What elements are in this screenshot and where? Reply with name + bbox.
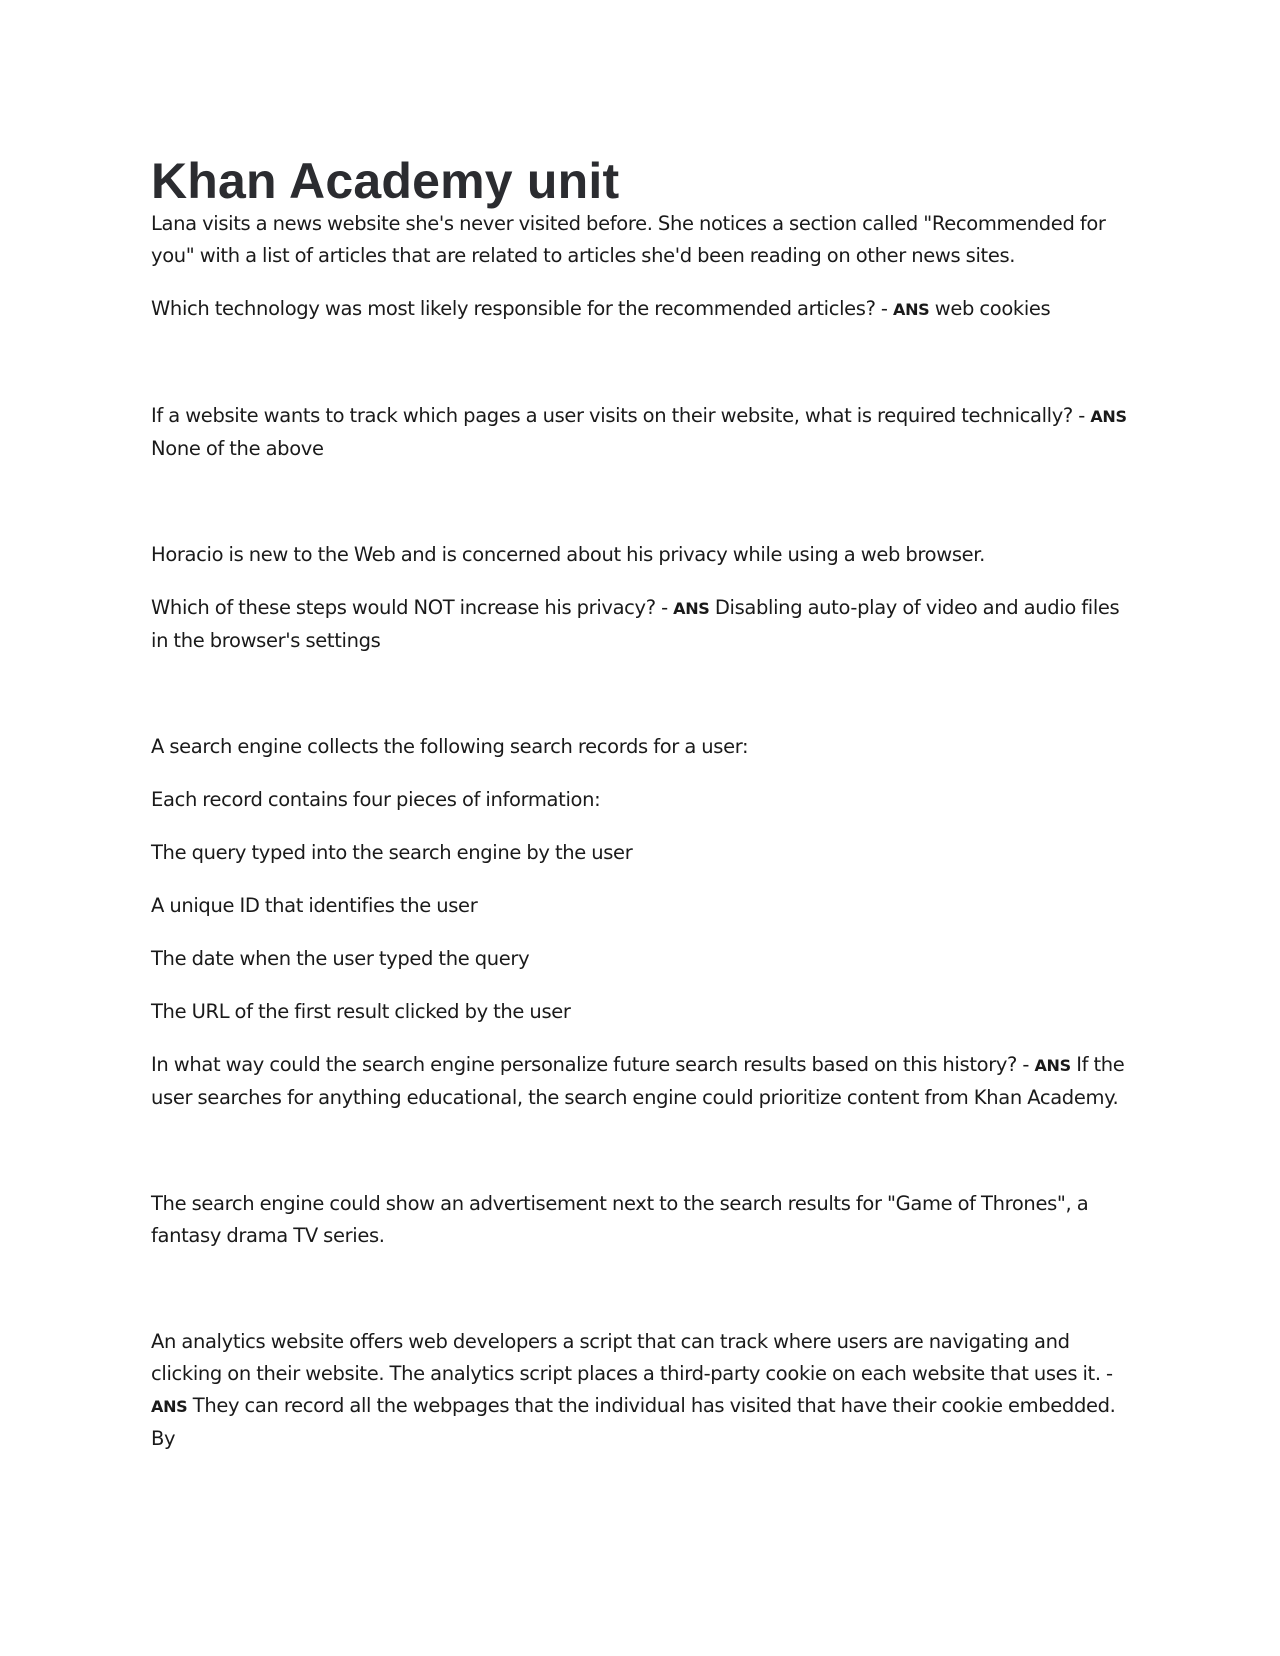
ans-label: ANS	[892, 300, 930, 319]
q6-question-answer	[151, 1326, 1141, 1455]
q1-answer: web cookies	[929, 297, 1051, 320]
ans-label: ANS	[1034, 1056, 1071, 1075]
q3-question: Which of these steps would NOT increase his privacy? -	[151, 596, 674, 619]
q3-intro: Horacio is new to the Web and is concerned about his privacy while using a web browser.	[151, 543, 986, 566]
ans-label: ANS	[1090, 407, 1127, 426]
q3-question-answer	[151, 592, 1141, 657]
document-page	[151, 150, 1141, 1455]
q4-answer: If the user searches for anything educational, the search engine could prioritize content from Khan Academy.	[151, 1053, 1125, 1109]
q1-intro: Lana visits a news website she's never visited before. She notices a section called "Recommended for you" with a list of articles that are related to articles she'd been reading on other news sites.	[151, 212, 1106, 267]
q3-answer: Disabling auto-play of video and audio files in the browser's settings	[151, 596, 1120, 652]
q2-question: If a website wants to track which pages a user visits on their website, what is required technically? -	[151, 404, 1091, 427]
q1-question-answer	[151, 293, 1141, 326]
q5-text: The search engine could show an advertisement next to the search results for "Game of Thrones", a fantasy drama TV series.	[151, 1192, 1089, 1247]
q1-question: Which technology was most likely responsible for the recommended articles? -	[151, 297, 893, 320]
q4-line: A unique ID that identifies the user	[151, 894, 478, 917]
ans-label: ANS	[151, 1397, 188, 1416]
q6-answer: They can record all the webpages that the individual has visited that have their cookie embedded. By	[151, 1394, 1116, 1450]
q2-answer: None of the above	[151, 437, 324, 460]
q4-line: The date when the user typed the query	[151, 947, 530, 970]
q6-question: An analytics website offers web developers a script that can track where users are navigating and clicking on their website. The analytics script places a third-party cookie on each website that uses it. -	[151, 1330, 1113, 1385]
q4-question-answer	[151, 1049, 1141, 1114]
q4-question: In what way could the search engine personalize future search results based on this history? -	[151, 1053, 1035, 1076]
q4-line: Each record contains four pieces of information:	[151, 788, 601, 811]
q4-line: The URL of the first result clicked by the user	[151, 1000, 571, 1023]
q4-line: The query typed into the search engine by the user	[151, 841, 633, 864]
page-title: Khan Academy unit	[151, 153, 620, 209]
ans-label: ANS	[673, 599, 710, 618]
q4-intro: A search engine collects the following search records for a user:	[151, 735, 749, 758]
q2-question-answer	[151, 400, 1141, 465]
